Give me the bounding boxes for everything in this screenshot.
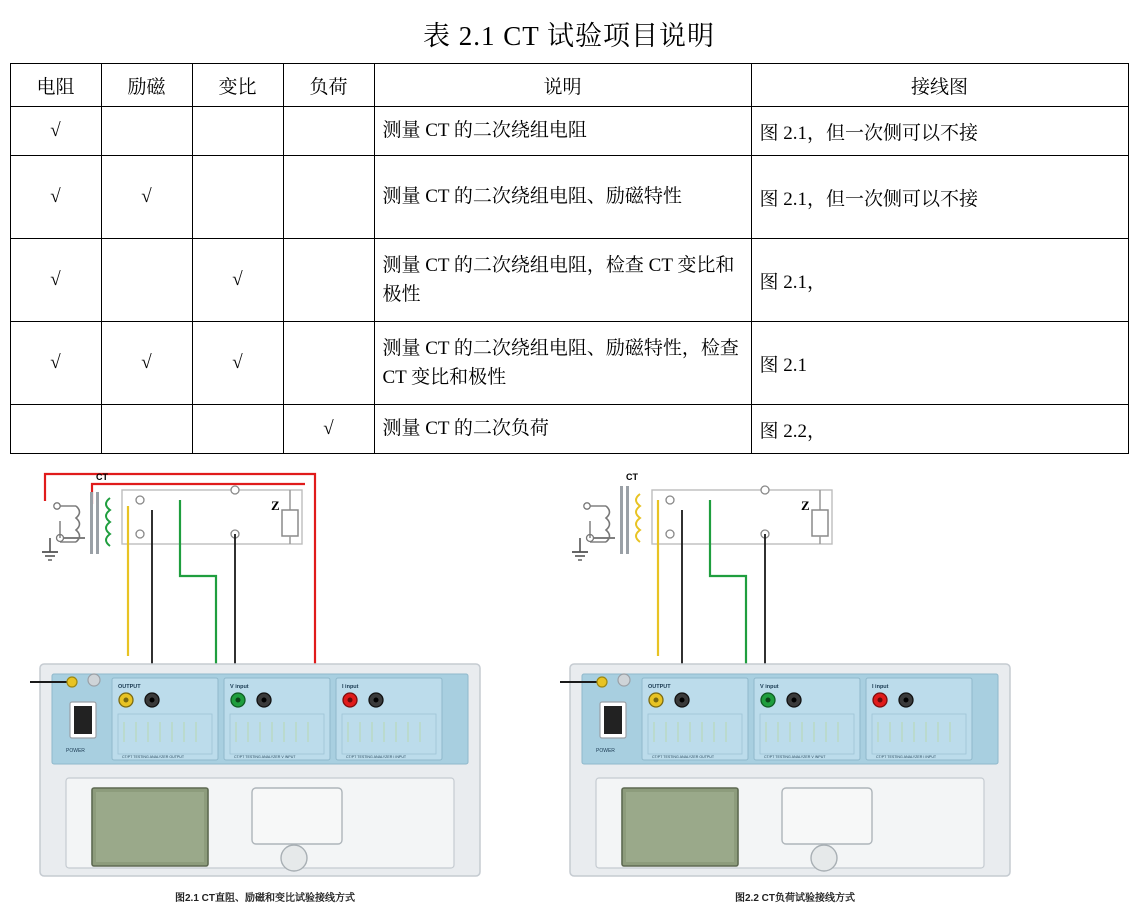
table-row xyxy=(10,156,1128,239)
cell-ratio xyxy=(192,405,283,454)
figure-2-2-caption: 图2.2 CT负荷试验接线方式 xyxy=(734,893,855,904)
cell-excitation: √ xyxy=(101,156,192,239)
output-caption: CT/PT TESTING ANALYZER OUTPUT xyxy=(652,755,715,759)
ct-primary-coil xyxy=(606,506,610,542)
cell-ratio: √ xyxy=(192,322,283,405)
figure-2-2-drawing xyxy=(560,466,1030,891)
keypad-area[interactable] xyxy=(252,788,342,844)
cell-diagram: 图 2.1，但一次侧可以不接 xyxy=(751,156,1128,239)
v-input-label: V input xyxy=(230,684,249,690)
z-label: Z xyxy=(271,498,280,513)
output-group xyxy=(112,678,218,760)
ct-core-1 xyxy=(90,492,93,554)
cell-resistance: √ xyxy=(10,156,101,239)
cell-description: 测量 CT 的二次负荷 xyxy=(374,405,751,454)
i-input-terminal-red-hole xyxy=(348,698,353,703)
page-title: 表 2.1 CT 试验项目说明 xyxy=(422,21,715,51)
ct-label: CT xyxy=(96,472,108,482)
earth-terminal xyxy=(597,677,607,687)
indicator-lamp xyxy=(88,674,100,686)
cell-diagram: 图 2.1， xyxy=(751,239,1128,322)
header-diagram: 接线图 xyxy=(751,64,1128,107)
lcd-screen-inner xyxy=(96,792,204,862)
wire-green xyxy=(180,500,216,666)
ct-test-items-table xyxy=(10,63,1129,454)
power-switch-rocker[interactable] xyxy=(74,706,92,734)
terminal-dot xyxy=(136,530,144,538)
earth-terminal xyxy=(67,677,77,687)
table-row xyxy=(10,322,1128,405)
cell-description: 测量 CT 的二次绕组电阻、励磁特性，检查 CT 变比和极性 xyxy=(374,322,751,405)
keypad-area[interactable] xyxy=(782,788,872,844)
i-input-terminal-black-hole xyxy=(904,698,909,703)
cell-resistance: √ xyxy=(10,107,101,156)
cell-diagram: 图 2.1 xyxy=(751,322,1128,405)
table-row xyxy=(10,107,1128,156)
v-input-terminal-black-hole xyxy=(792,698,797,703)
table-row xyxy=(10,239,1128,322)
v-input-label: V input xyxy=(760,684,779,690)
output-terminal-black-hole xyxy=(150,698,155,703)
v-input-group xyxy=(224,678,330,760)
cell-ratio xyxy=(192,156,283,239)
cell-description: 测量 CT 的二次绕组电阻、励磁特性 xyxy=(374,156,751,239)
i-input-group xyxy=(336,678,442,760)
cell-burden: √ xyxy=(283,405,374,454)
cell-excitation xyxy=(101,405,192,454)
v-input-terminal-green-hole xyxy=(766,698,771,703)
table-header-row xyxy=(10,64,1128,107)
cell-resistance: √ xyxy=(10,239,101,322)
z-load-box xyxy=(282,510,298,536)
indicator-lamp xyxy=(618,674,630,686)
output-group xyxy=(642,678,748,760)
header-resistance: 电阻 xyxy=(10,64,101,107)
wire-green xyxy=(710,500,746,666)
figure-2-1-drawing xyxy=(30,466,500,891)
lcd-screen-inner xyxy=(626,792,734,862)
ct-secondary-coil xyxy=(636,494,640,542)
terminal-dot xyxy=(231,486,239,494)
rotary-knob[interactable] xyxy=(281,845,307,871)
i-input-label: I input xyxy=(342,684,359,690)
header-excitation: 励磁 xyxy=(101,64,192,107)
table-row xyxy=(10,405,1128,454)
i-input-label: I input xyxy=(872,684,889,690)
v-input-terminal-black-hole xyxy=(262,698,267,703)
terminal-dot xyxy=(666,530,674,538)
header-description: 说明 xyxy=(374,64,751,107)
ct-terminal-top xyxy=(54,503,60,509)
ct-terminal-top xyxy=(584,503,590,509)
cell-ratio: √ xyxy=(192,239,283,322)
i-input-group xyxy=(866,678,972,760)
cell-burden xyxy=(283,322,374,405)
i-input-terminal-black-hole xyxy=(374,698,379,703)
cell-description: 测量 CT 的二次绕组电阻，检查 CT 变比和极性 xyxy=(374,239,751,322)
figure-2-2 xyxy=(560,466,1030,906)
cell-excitation: √ xyxy=(101,322,192,405)
output-terminal-black-hole xyxy=(680,698,685,703)
output-terminal-yellow-hole xyxy=(654,698,659,703)
v-input-caption: CT/PT TESTING ANALYZER V INPUT xyxy=(764,755,826,759)
figure-2-1-caption: 图2.1 CT直阻、励磁和变比试验接线方式 xyxy=(174,893,355,904)
table-body xyxy=(10,107,1128,454)
cell-ratio xyxy=(192,107,283,156)
output-caption: CT/PT TESTING ANALYZER OUTPUT xyxy=(122,755,185,759)
cell-excitation xyxy=(101,239,192,322)
terminal-dot xyxy=(666,496,674,504)
ct-label: CT xyxy=(626,472,638,482)
v-input-caption: CT/PT TESTING ANALYZER V INPUT xyxy=(234,755,296,759)
header-ratio: 变比 xyxy=(192,64,283,107)
i-input-caption: CT/PT TESTING ANALYZER I INPUT xyxy=(346,755,407,759)
ct-core-2 xyxy=(96,492,99,554)
i-input-terminal-red-hole xyxy=(878,698,883,703)
terminal-dot xyxy=(136,496,144,504)
output-terminal-yellow-hole xyxy=(124,698,129,703)
z-load-box xyxy=(812,510,828,536)
ct-core-2 xyxy=(626,486,629,554)
v-input-terminal-green-hole xyxy=(236,698,241,703)
i-input-caption: CT/PT TESTING ANALYZER I INPUT xyxy=(876,755,937,759)
header-burden: 负荷 xyxy=(283,64,374,107)
power-switch-label: POWER xyxy=(66,748,85,754)
cell-diagram: 图 2.1，但一次侧可以不接 xyxy=(751,107,1128,156)
output-label: OUTPUT xyxy=(118,684,141,690)
v-input-group xyxy=(754,678,860,760)
power-switch-rocker[interactable] xyxy=(604,706,622,734)
cell-excitation xyxy=(101,107,192,156)
ct-primary-coil xyxy=(76,506,80,542)
cell-burden xyxy=(283,156,374,239)
power-switch-label: POWER xyxy=(596,748,615,754)
cell-description: 测量 CT 的二次绕组电阻 xyxy=(374,107,751,156)
figures-area xyxy=(0,466,1138,906)
cell-resistance: √ xyxy=(10,322,101,405)
ct-secondary-coil xyxy=(106,498,110,546)
cell-burden xyxy=(283,107,374,156)
ct-core-1 xyxy=(620,486,623,554)
figure-2-1 xyxy=(30,466,500,906)
cell-burden xyxy=(283,239,374,322)
cell-diagram: 图 2.2， xyxy=(751,405,1128,454)
output-label: OUTPUT xyxy=(648,684,671,690)
terminal-dot xyxy=(761,486,769,494)
rotary-knob[interactable] xyxy=(811,845,837,871)
z-label: Z xyxy=(801,498,810,513)
cell-resistance xyxy=(10,405,101,454)
table-header xyxy=(10,64,1128,107)
